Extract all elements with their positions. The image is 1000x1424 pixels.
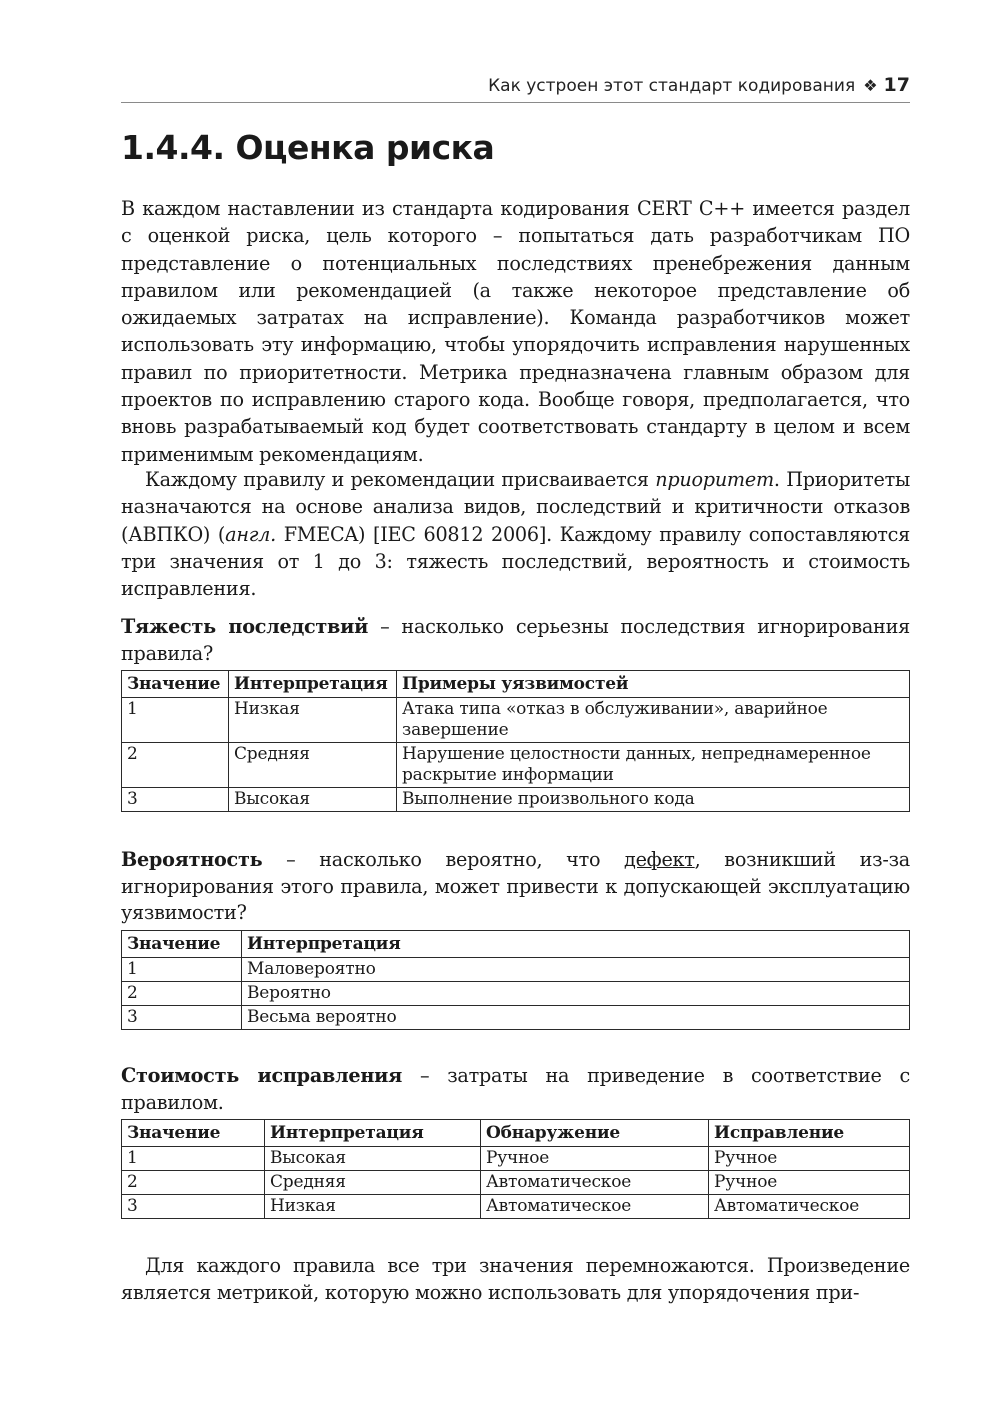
table-cell: Маловероятно [242, 958, 910, 982]
table-row [122, 1195, 910, 1219]
severity-definition: – насколько серьезны последствия игнорирования правила? [121, 615, 910, 665]
english-abbr: англ. [225, 522, 276, 546]
table-cell: Низкая [229, 698, 397, 743]
table-cell: 2 [122, 743, 229, 788]
cost-definition: – затраты на приведение в соответствие с правилом. [121, 1064, 910, 1114]
priority-term: приоритет [655, 468, 774, 491]
table-row [122, 1147, 910, 1171]
table-header-row [122, 931, 910, 958]
table-row [122, 788, 910, 812]
table-cell: Ручное [481, 1147, 709, 1171]
table-cell: Весьма вероятно [242, 1006, 910, 1030]
likelihood-definition-2: , возникший из-за игнорирования этого правила, может привести к допускающей эксплуатацию уязвимости? [121, 848, 910, 924]
table-header-row [122, 671, 910, 698]
table-header-row [122, 1120, 910, 1147]
likelihood-definition-1: – насколько вероятно, что [262, 848, 625, 871]
column-header: Примеры уязвимостей [397, 671, 910, 698]
cost-lead [121, 1063, 910, 1116]
severity-term: Тяжесть последствий [121, 615, 369, 638]
cost-term: Стоимость исправления [121, 1064, 403, 1087]
column-header: Значение [122, 1120, 265, 1147]
running-head [121, 72, 910, 103]
table-cell: Атака типа «отказ в обслуживании», аварийное завершение [397, 698, 910, 743]
table-cell: Автоматическое [481, 1171, 709, 1195]
table-cell: Автоматическое [481, 1195, 709, 1219]
table-cell: Средняя [229, 743, 397, 788]
cost-table [121, 1119, 910, 1219]
likelihood-term: Вероятность [121, 848, 263, 871]
table-row [122, 743, 910, 788]
table-cell: 2 [122, 982, 242, 1006]
likelihood-table [121, 930, 910, 1030]
table-cell: 3 [122, 1195, 265, 1219]
table-cell: Нарушение целостности данных, непреднамеренное раскрытие информации [397, 743, 910, 788]
intro-paragraph: В каждом наставлении из стандарта кодирования CERT C++ имеется раздел с оценкой риска, цель которого – попытаться дать разработчикам ПО представление о потенциальных последствиях пренебрежения данным правилом или рекомендацией (а также некоторое представление об ожидаемых затратах на исправление). Команда разработчиков может использовать эту информацию, чтобы упорядочить исправления нарушенных правил по приоритетности. Метрика предназначена главным образом для проектов по исправлению старого кода. Вообще говоря, предполагается, что вновь разрабатываемый код будет соответствовать стандарту в целом и всем применимым рекомендациям. [121, 197, 910, 466]
table-cell: 2 [122, 1171, 265, 1195]
table-cell: Автоматическое [709, 1195, 910, 1219]
severity-lead [121, 614, 910, 667]
priority-text-1: Каждому правилу и рекомендации присваивается [145, 468, 656, 491]
likelihood-lead [121, 847, 910, 927]
table-cell: Ручное [709, 1171, 910, 1195]
table-cell: Выполнение произвольного кода [397, 788, 910, 812]
running-title: Как устроен этот стандарт кодирования [488, 76, 856, 96]
column-header: Значение [122, 931, 242, 958]
column-header: Интерпретация [242, 931, 910, 958]
priority-text-2: . Приоритеты назначаются на основе анализа видов, последствий и критичности отказов (АВПКО) ( [121, 468, 910, 546]
final-paragraph: Для каждого правила все три значения перемножаются. Произведение является метрикой, которую можно использовать для упорядочения при- [121, 1254, 910, 1305]
priority-paragraph [121, 466, 910, 602]
section-title: 1.4.4. Оценка риска [121, 128, 495, 167]
table-row [122, 958, 910, 982]
table-cell: 1 [122, 698, 229, 743]
table-cell: Высокая [265, 1147, 481, 1171]
table-cell: 3 [122, 1006, 242, 1030]
table-row [122, 982, 910, 1006]
column-header: Значение [122, 671, 229, 698]
table-cell: 3 [122, 788, 229, 812]
page-number: 17 [883, 74, 910, 96]
column-header: Интерпретация [229, 671, 397, 698]
priority-text-3: FMECA) [IEC 60812 2006]. Каждому правилу сопоставляются три значения от 1 до 3: тяжесть последствий, вероятность и стоимость исправления. [121, 522, 910, 601]
table-cell: Низкая [265, 1195, 481, 1219]
table-cell: Ручное [709, 1147, 910, 1171]
diamond-separator-icon: ❖ [863, 76, 878, 95]
table-cell: Вероятно [242, 982, 910, 1006]
table-cell: Средняя [265, 1171, 481, 1195]
severity-table [121, 670, 910, 812]
table-row [122, 1006, 910, 1030]
column-header: Обнаружение [481, 1120, 709, 1147]
table-cell: 1 [122, 958, 242, 982]
column-header: Интерпретация [265, 1120, 481, 1147]
table-row [122, 698, 910, 743]
table-cell: Высокая [229, 788, 397, 812]
column-header: Исправление [709, 1120, 910, 1147]
table-row [122, 1171, 910, 1195]
table-cell: 1 [122, 1147, 265, 1171]
defect-link[interactable]: дефект [624, 848, 695, 871]
